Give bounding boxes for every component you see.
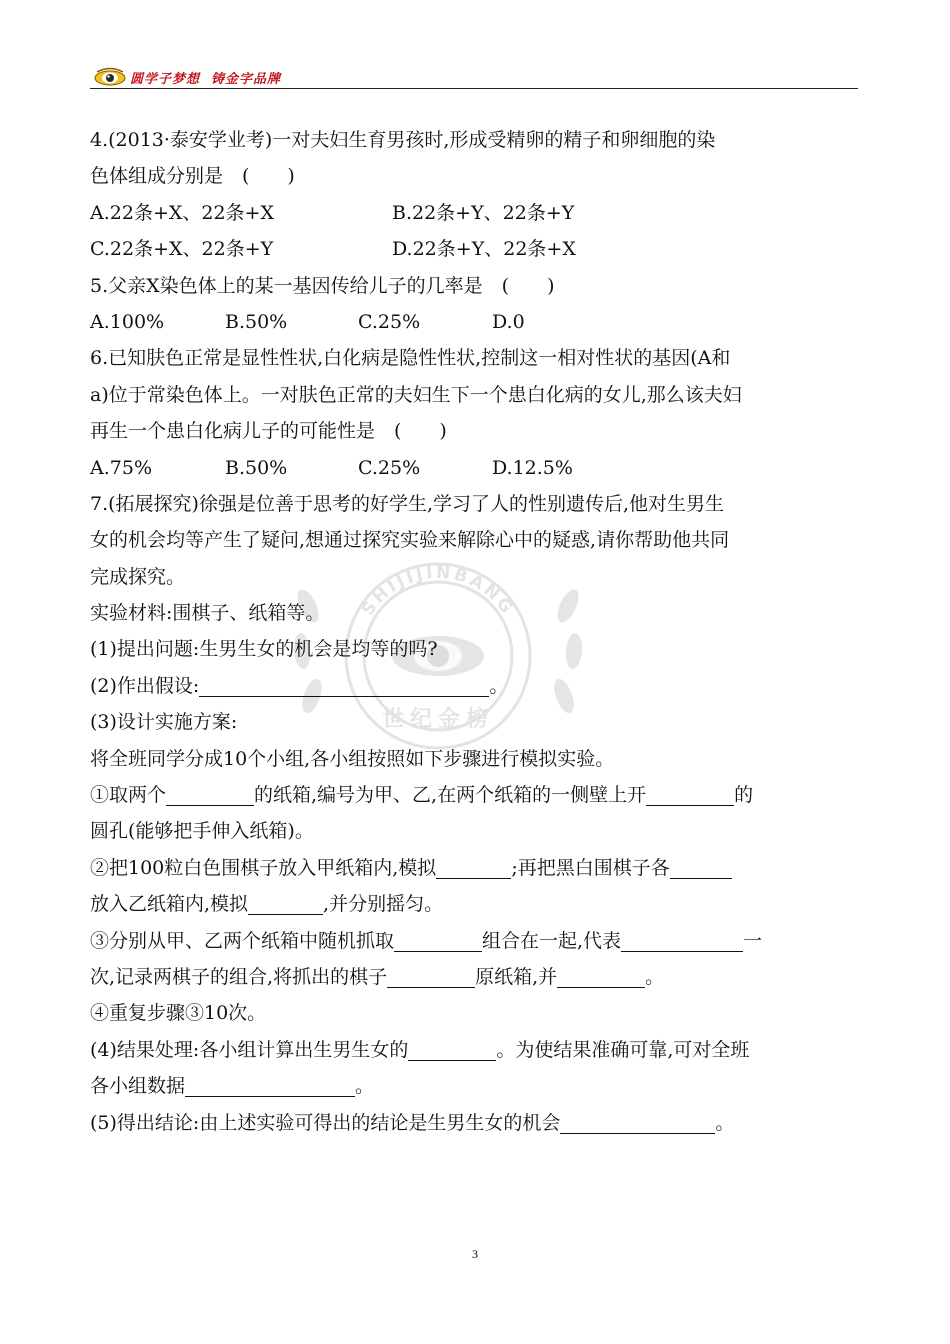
step-2-line-2: [90, 886, 865, 922]
step-3-text-b: 组合在一起,代表: [482, 929, 622, 952]
q4-option-c: C.22条+X、22条+Y: [90, 238, 274, 261]
q7-part-4-line-2: [90, 1068, 865, 1104]
step-3-line-1: [90, 923, 865, 959]
step-2-blank-3[interactable]: [248, 892, 323, 915]
step-2-line-1: [90, 850, 865, 886]
part-4-blank-1[interactable]: [408, 1038, 496, 1061]
q7-stem-line-3: 完成探究。: [90, 565, 186, 588]
q4-stem-line-2: 色体组成分别是 ( ): [90, 165, 295, 188]
q7-stem-line-1: 7.(拓展探究)徐强是位善于思考的好学生,学习了人的性别遗传后,他对生男生: [90, 492, 725, 515]
part-5-blank[interactable]: [560, 1111, 715, 1134]
q4-options-row-2: [90, 231, 865, 267]
q4-option-d: D.22条+Y、22条+X: [392, 238, 576, 261]
step-1-blank-1[interactable]: [166, 783, 254, 806]
q7-part-1: (1)提出问题:生男生女的机会是均等的吗?: [90, 638, 438, 661]
q4-option-b: B.22条+Y、22条+Y: [392, 201, 575, 224]
q5-options-row: [90, 304, 865, 340]
q6-option-d: D.12.5%: [492, 456, 573, 479]
step-3-blank-4[interactable]: [557, 965, 645, 988]
q4-stem-line-1: 4.(2013·泰安学业考)一对夫妇生育男孩时,形成受精卵的精子和卵细胞的染: [90, 129, 716, 151]
header-slogan: 圆学子梦想 铸金字品牌: [130, 72, 282, 87]
q6-option-c: C.25%: [358, 456, 421, 479]
q7-part-2-label: (2)作出假设:: [90, 674, 200, 697]
q6-option-b: B.50%: [225, 456, 288, 479]
watermark-latin-text: SHIJIJINBANG: [358, 562, 518, 620]
q6-option-a: A.75%: [90, 456, 152, 479]
q6-stem-line-2: a)位于常染色体上。一对肤色正常的夫妇生下一个患白化病的女儿,那么该夫妇: [90, 383, 742, 406]
q7-stem-line-2: 女的机会均等产生了疑问,想通过探究实验来解除心中的疑惑,请你帮助他共同: [90, 529, 730, 552]
q7-part-5: [90, 1105, 865, 1141]
header-divider: [90, 88, 858, 89]
step-2-text-d: ,并分别摇匀。: [323, 893, 444, 916]
step-3-text-d: 次,记录两棋子的组合,将抓出的棋子: [90, 965, 388, 988]
step-1-line-2: 圆孔(能够把手伸入纸箱)。: [90, 820, 314, 843]
page-header: [90, 64, 858, 90]
hypothesis-blank[interactable]: [199, 674, 489, 697]
q6-options-row: [90, 450, 865, 486]
q7-part-4-line-1: [90, 1032, 865, 1068]
q5-option-d: D.0: [492, 310, 525, 333]
part-4-text-a: (4)结果处理:各小组计算出生男生女的: [90, 1038, 409, 1061]
step-2-text-c: 放入乙纸箱内,模拟: [90, 893, 249, 916]
page-number: 3: [472, 1247, 478, 1261]
q5-option-a: A.100%: [90, 310, 165, 333]
step-1-text-a: ①取两个: [90, 784, 167, 807]
step-2-blank-1[interactable]: [436, 856, 511, 879]
part-4-text-c: 各小组数据: [90, 1075, 186, 1098]
step-2-blank-2[interactable]: [670, 856, 732, 879]
q7-part-3-intro: 将全班同学分成10个小组,各小组按照如下步骤进行模拟实验。: [90, 747, 615, 770]
part-5-text-b: 。: [715, 1111, 735, 1134]
step-2-text-a: ②把100粒白色围棋子放入甲纸箱内,模拟: [90, 856, 437, 879]
q7-materials: 实验材料:围棋子、纸箱等。: [90, 602, 325, 625]
q6-stem-line-3: 再生一个患白化病儿子的可能性是 ( ): [90, 420, 447, 443]
step-3-blank-1[interactable]: [394, 929, 482, 952]
part-4-text-b: 。为使结果准确可靠,可对全班: [496, 1038, 750, 1061]
step-1-blank-2[interactable]: [646, 783, 734, 806]
step-2-text-b: ;再把黑白围棋子各: [511, 856, 670, 879]
q7-part-3: (3)设计实施方案:: [90, 711, 238, 734]
q5-option-b: B.50%: [225, 310, 288, 333]
step-3-blank-2[interactable]: [621, 929, 743, 952]
watermark-chinese-text: 世纪金榜: [381, 707, 495, 732]
step-3-blank-3[interactable]: [387, 965, 475, 988]
step-3-line-2: [90, 959, 865, 995]
q4-option-a: A.22条+X、22条+X: [90, 201, 275, 224]
step-3-text-f: 。: [645, 965, 665, 988]
step-4: ④重复步骤③10次。: [90, 1002, 267, 1025]
step-3-text-c: 一: [743, 929, 763, 952]
step-1-text-b: 的纸箱,编号为甲、乙,在两个纸箱的一侧壁上开: [254, 784, 647, 807]
q4-options-row-1: [90, 195, 865, 231]
step-3-text-a: ③分别从甲、乙两个纸箱中随机抓取: [90, 929, 395, 952]
part-4-blank-2[interactable]: [185, 1074, 355, 1097]
step-1-text-c: 的: [734, 784, 754, 807]
part-5-text-a: (5)得出结论:由上述实验可得出的结论是生男生女的机会: [90, 1111, 561, 1134]
step-1-line-1: [90, 777, 865, 813]
q7-part-2: [90, 668, 865, 704]
q7-part-2-end: 。: [489, 674, 509, 697]
question-content: [90, 122, 865, 1141]
q5-option-c: C.25%: [358, 310, 421, 333]
step-3-text-e: 原纸箱,并: [475, 965, 558, 988]
part-4-text-d: 。: [355, 1075, 375, 1098]
q5-stem: 5.父亲X染色体上的某一基因传给儿子的几率是 ( ): [90, 274, 555, 297]
q6-stem-line-1: 6.已知肤色正常是显性性状,白化病是隐性性状,控制这一相对性状的基因(A和: [90, 347, 731, 370]
